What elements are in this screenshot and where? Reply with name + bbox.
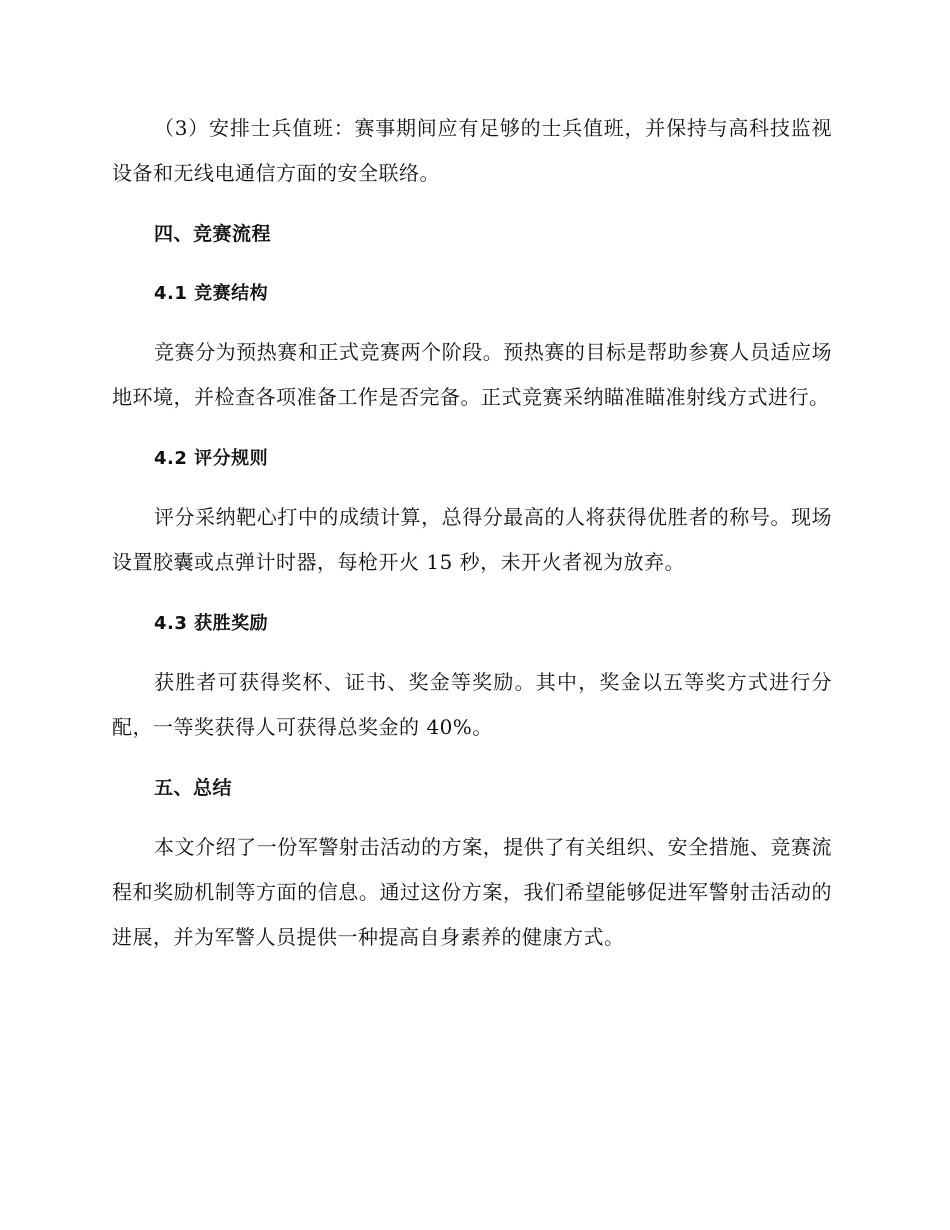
item-3-paragraph: （3）安排士兵值班：赛事期间应有足够的士兵值班，并保持与高科技监视设备和无线电通信方面的安全联络。 — [112, 116, 832, 185]
subsection-4-1-heading: 4.1 竞赛结构 — [154, 283, 269, 304]
section-5-heading: 五、总结 — [154, 777, 233, 799]
subsection-4-2-heading: 4.2 评分规则 — [154, 448, 269, 469]
subsection-4-3-paragraph: 获胜者可获得奖杯、证书、奖金等奖励。其中，奖金以五等奖方式进行分配，一等奖获得人可获得总奖金的 40%。 — [112, 670, 832, 739]
subsection-4-3-heading: 4.3 获胜奖励 — [154, 613, 269, 634]
section-4-heading: 四、竞赛流程 — [154, 223, 272, 245]
subsection-4-2-paragraph: 评分采纳靶心打中的成绩计算，总得分最高的人将获得优胜者的称号。现场设置胶囊或点弹计时器，每枪开火 15 秒，未开火者视为放弃。 — [112, 505, 832, 574]
section-5-paragraph: 本文介绍了一份军警射击活动的方案，提供了有关组织、安全措施、竞赛流程和奖励机制等方面的信息。通过这份方案，我们希望能够促进军警射击活动的进展，并为军警人员提供一种提高自身素养的健康方式。 — [112, 835, 832, 949]
document-body — [112, 106, 832, 976]
subsection-4-1-paragraph: 竞赛分为预热赛和正式竞赛两个阶段。预热赛的目标是帮助参赛人员适应场地环境，并检查各项准备工作是否完备。正式竞赛采纳瞄准瞄准射线方式进行。 — [112, 340, 832, 409]
